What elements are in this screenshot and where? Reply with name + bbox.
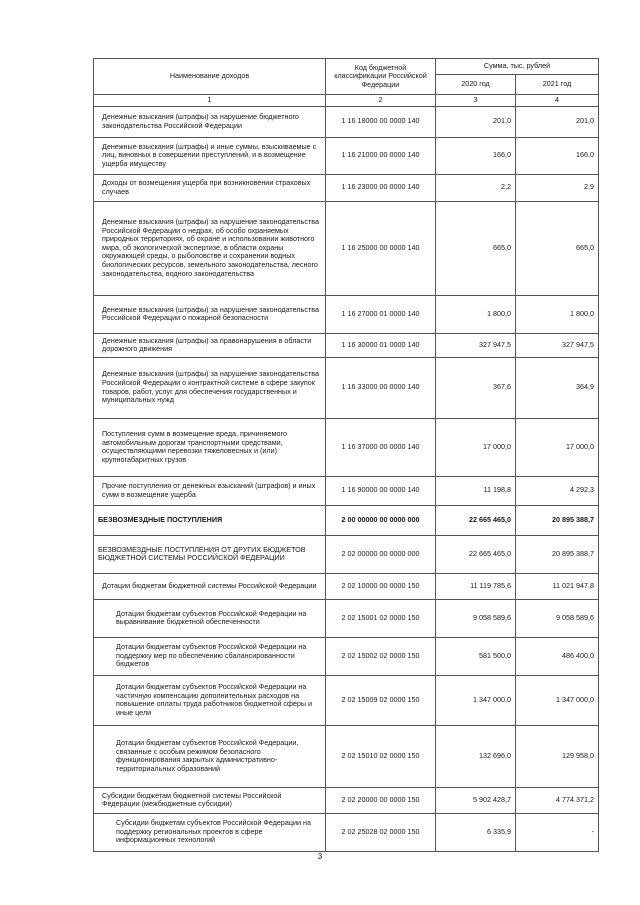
revenue-name: Поступления сумм в возмещение вреда, причиняемого автомобильным дорогам транспортными средствами, осуществляющими перевозки тяжеловесных и (или) крупногабаритных грузов: [94, 418, 326, 476]
year-2020-header: 2020 год: [436, 75, 516, 95]
table-row: [94, 725, 599, 787]
table-row: [94, 357, 599, 418]
value-2020: 132 696,0: [436, 725, 516, 787]
value-2021: 1 800,0: [516, 295, 599, 333]
value-2020: 166,0: [436, 137, 516, 174]
value-2020: 581 500,0: [436, 637, 516, 675]
value-2021: 364,9: [516, 357, 599, 418]
value-2021: -: [516, 813, 599, 851]
value-2021: 9 058 589,6: [516, 599, 599, 637]
value-2021: 1 347 000,0: [516, 675, 599, 725]
col-number: 2: [326, 95, 436, 107]
table-row: [94, 174, 599, 201]
page-number: 3: [317, 852, 323, 861]
revenue-name: Дотации бюджетам бюджетной системы Российской Федерации: [94, 573, 326, 599]
budget-code: 2 02 10000 00 0000 150: [326, 573, 436, 599]
revenue-name: Денежные взыскания (штрафы) за нарушение законодательства Российской Федерации о контрактной системе в сфере закупок товаров, работ, услуг для обеспечения государственных и муниципальных нужд: [94, 357, 326, 418]
revenue-name: Дотации бюджетам субъектов Российской Федерации на частичную компенсацию дополнительных расходов на повышение оплаты труда работников бюджетной сферы и иные цели: [94, 675, 326, 725]
table-row: [94, 637, 599, 675]
table-row: [94, 599, 599, 637]
value-2021: 20 895 388,7: [516, 535, 599, 573]
value-2021: 665,0: [516, 201, 599, 295]
col-sum-header: Сумма, тыс. рублей: [436, 59, 599, 75]
revenue-name: Прочие поступления от денежных взысканий (штрафов) и иных сумм в возмещение ущерба: [94, 476, 326, 505]
revenue-name: Дотации бюджетам субъектов Российской Федерации, связанные с особым режимом безопасного функционирования закрытых административно-территориальных образований: [94, 725, 326, 787]
col-number: 4: [516, 95, 599, 107]
col-number: 3: [436, 95, 516, 107]
value-2021: 327 947,5: [516, 333, 599, 357]
value-2021: 129 958,0: [516, 725, 599, 787]
value-2021: 166,0: [516, 137, 599, 174]
value-2020: 201,0: [436, 106, 516, 137]
table-row: [94, 418, 599, 476]
col-code-header: Код бюджетной классификации Российской Федерации: [326, 59, 436, 95]
value-2020: 665,0: [436, 201, 516, 295]
value-2021: 486 400,0: [516, 637, 599, 675]
table-row: [94, 476, 599, 505]
budget-code: 1 16 21000 00 0000 140: [326, 137, 436, 174]
revenue-name: Дотации бюджетам субъектов Российской Федерации на выравнивание бюджетной обеспеченности: [94, 599, 326, 637]
value-2020: 17 000,0: [436, 418, 516, 476]
budget-code: 2 02 20000 00 0000 150: [326, 787, 436, 813]
budget-code: 2 02 15002 02 0000 150: [326, 637, 436, 675]
table-row: [94, 813, 599, 851]
budget-code: 2 02 15009 02 0000 150: [326, 675, 436, 725]
budget-code: 1 16 30000 01 0000 140: [326, 333, 436, 357]
revenue-name: Дотации бюджетам субъектов Российской Федерации на поддержку мер по обеспечению сбалансированности бюджетов: [94, 637, 326, 675]
revenue-name: Доходы от возмещения ущерба при возникновении страховых случаев: [94, 174, 326, 201]
budget-code: 1 16 33000 00 0000 140: [326, 357, 436, 418]
year-2021-header: 2021 год: [516, 75, 599, 95]
value-2020: 22 665 465,0: [436, 505, 516, 535]
table-row: [94, 675, 599, 725]
table-row: [94, 333, 599, 357]
revenue-name: БЕЗВОЗМЕЗДНЫЕ ПОСТУПЛЕНИЯ ОТ ДРУГИХ БЮДЖЕТОВ БЮДЖЕТНОЙ СИСТЕМЫ РОССИЙСКОЙ ФЕДЕРАЦИИ: [94, 535, 326, 573]
revenue-name: Субсидии бюджетам субъектов Российской Федерации на поддержку региональных проектов в сфере информационных технологий: [94, 813, 326, 851]
value-2020: 22 665 465,0: [436, 535, 516, 573]
table-row: [94, 573, 599, 599]
value-2021: 4 774 371,2: [516, 787, 599, 813]
revenue-table: [93, 58, 599, 852]
revenue-name: Субсидии бюджетам бюджетной системы Российской Федерации (межбюджетные субсидии): [94, 787, 326, 813]
revenue-name: Денежные взыскания (штрафы) за нарушение законодательства Российской Федерации о пожарной безопасности: [94, 295, 326, 333]
value-2020: 9 058 589,6: [436, 599, 516, 637]
budget-code: 1 16 23000 00 0000 140: [326, 174, 436, 201]
col-name-header: Наименование доходов: [94, 59, 326, 95]
revenue-name: Денежные взыскания (штрафы) за нарушение законодательства Российской Федерации о недрах, об особо охраняемых природных территориях, об охране и использовании животного мира, об экологической экспертизе, в области охраны окружающей среды, о рыболовстве и сохранении водных биологических ресурсов, земельного законодательства, лесного законодательства, водного законодательства: [94, 201, 326, 295]
value-2020: 1 800,0: [436, 295, 516, 333]
table-row: [94, 535, 599, 573]
value-2020: 1 347 000,0: [436, 675, 516, 725]
table-row: [94, 295, 599, 333]
value-2020: 2,2: [436, 174, 516, 201]
value-2021: 4 292,3: [516, 476, 599, 505]
value-2020: 327 947,5: [436, 333, 516, 357]
table-row: [94, 787, 599, 813]
value-2020: 5 902 428,7: [436, 787, 516, 813]
col-number: 1: [94, 95, 326, 107]
budget-code: 2 02 15001 02 0000 150: [326, 599, 436, 637]
budget-code: 1 16 18000 00 0000 140: [326, 106, 436, 137]
value-2020: 6 335,9: [436, 813, 516, 851]
value-2020: 11 198,8: [436, 476, 516, 505]
revenue-name: Денежные взыскания (штрафы) за нарушение бюджетного законодательства Российской Федерации: [94, 106, 326, 137]
budget-code: 2 02 00000 00 0000 000: [326, 535, 436, 573]
table-row: [94, 505, 599, 535]
budget-code: 2 02 15010 02 0000 150: [326, 725, 436, 787]
budget-code: 2 00 00000 00 0000 000: [326, 505, 436, 535]
value-2021: 20 895 388,7: [516, 505, 599, 535]
value-2021: 11 021 947,8: [516, 573, 599, 599]
value-2021: 2,9: [516, 174, 599, 201]
value-2020: 367,6: [436, 357, 516, 418]
budget-code: 1 16 90000 00 0000 140: [326, 476, 436, 505]
revenue-name: БЕЗВОЗМЕЗДНЫЕ ПОСТУПЛЕНИЯ: [94, 505, 326, 535]
value-2021: 17 000,0: [516, 418, 599, 476]
budget-code: 2 02 25028 02 0000 150: [326, 813, 436, 851]
value-2020: 11 119 785,6: [436, 573, 516, 599]
budget-code: 1 16 37000 00 0000 140: [326, 418, 436, 476]
budget-code: 1 16 27000 01 0000 140: [326, 295, 436, 333]
table-row: [94, 137, 599, 174]
revenue-name: Денежные взыскания (штрафы) и иные суммы, взыскиваемые с лиц, виновных в совершении преступлений, и в возмещение ущерба имуществу: [94, 137, 326, 174]
table-row: [94, 201, 599, 295]
revenue-name: Денежные взыскания (штрафы) за правонарушения в области дорожного движения: [94, 333, 326, 357]
budget-code: 1 16 25000 00 0000 140: [326, 201, 436, 295]
value-2021: 201,0: [516, 106, 599, 137]
table-row: [94, 106, 599, 137]
